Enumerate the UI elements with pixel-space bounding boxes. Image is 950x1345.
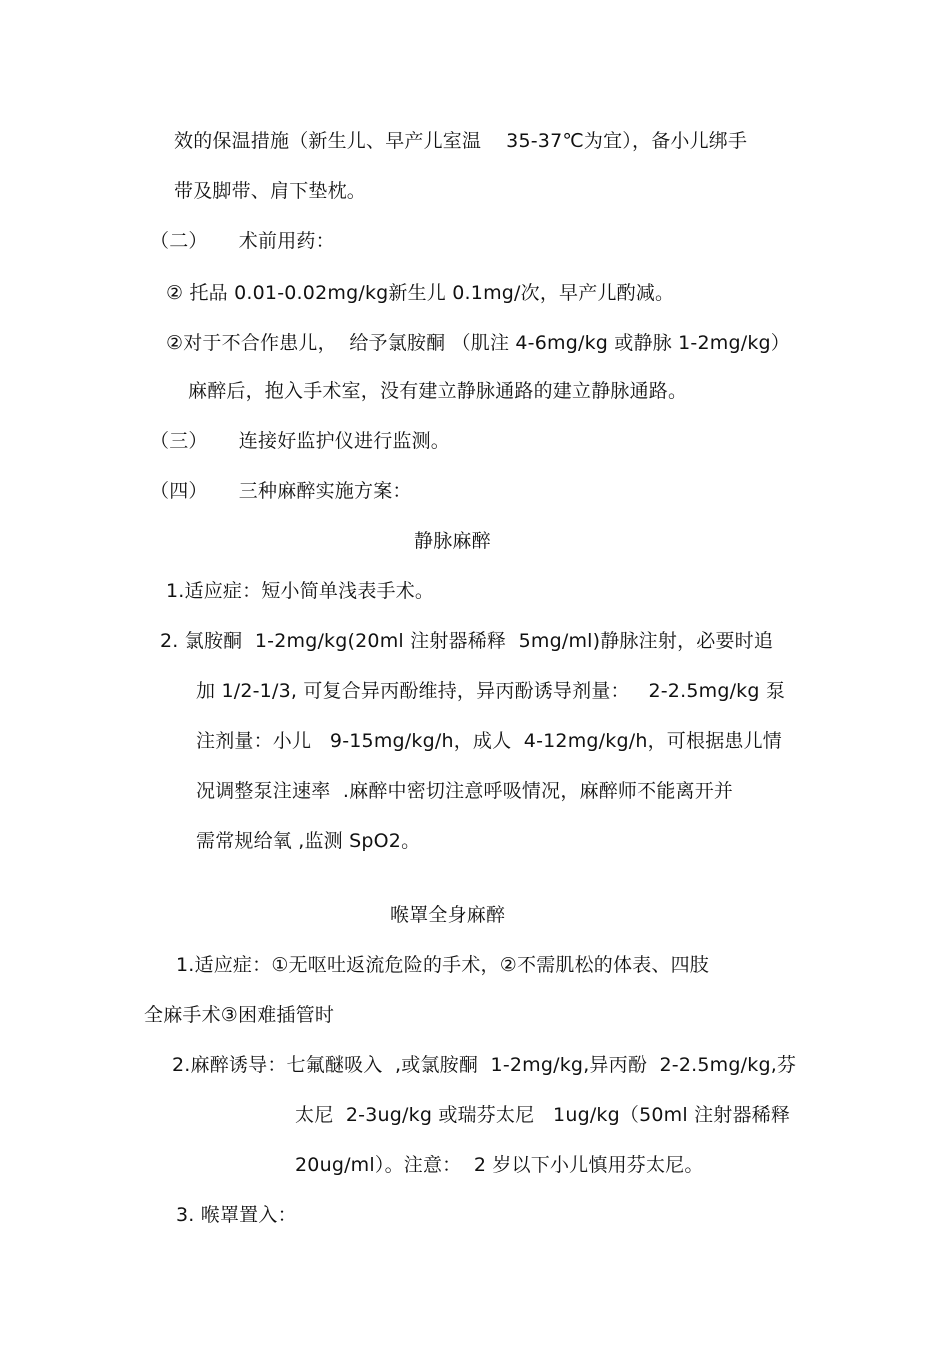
paragraph-line: 带及脚带、肩下垫枕。 [174, 180, 367, 202]
paragraph-line: 1.适应症：短小简单浅表手术。 [166, 580, 435, 602]
paragraph-line: 需常规给氧 ,监测 SpO2。 [196, 830, 421, 852]
paragraph-line: 3. 喉罩置入： [176, 1204, 297, 1226]
paragraph-line: 加 1/2-1/3, 可复合异丙酚维持，异丙酚诱导剂量： 2-2.5mg/kg 泵 [196, 680, 786, 702]
paragraph-line: 注剂量：小儿 9-15mg/kg/h，成人 4-12mg/kg/h，可根据患儿情 [196, 730, 782, 752]
paragraph-line: 麻醉后，抱入手术室，没有建立静脉通路的建立静脉通路。 [188, 380, 688, 402]
subsection-title: 静脉麻醉 [414, 530, 491, 552]
paragraph-line: 20ug/ml）。注意： 2 岁以下小儿慎用芬太尼。 [295, 1154, 704, 1176]
paragraph-line: 太尼 2-3ug/kg 或瑞芬太尼 1ug/kg（50ml 注射器稀释 [295, 1104, 791, 1126]
paragraph-line: 2. 氯胺酮 1-2mg/kg(20ml 注射器稀释 5mg/ml)静脉注射，必要时追 [160, 630, 774, 652]
subsection-title: 喉罩全身麻醉 [390, 904, 506, 926]
section-heading: （三） 连接好监护仪进行监测。 [150, 430, 450, 452]
paragraph-line: 效的保温措施（新生儿、早产儿室温 35-37℃为宜），备小儿绑手 [174, 130, 748, 152]
paragraph-line: 2.麻醉诱导：七氟醚吸入 ,或氯胺酮 1-2mg/kg,异丙酚 2-2.5mg/kg,芬 [172, 1054, 797, 1076]
paragraph-line: ②对于不合作患儿， 给予氯胺酮 （肌注 4-6mg/kg 或静脉 1-2mg/kg） [166, 332, 791, 354]
paragraph-line: 1.适应症：①无呕吐返流危险的手术，②不需肌松的体表、四肢 [176, 954, 709, 976]
section-heading: （二） 术前用药： [150, 230, 335, 252]
paragraph-line: 况调整泵注速率 .麻醉中密切注意呼吸情况，麻醉师不能离开并 [196, 780, 734, 802]
paragraph-line: ② 托品 0.01-0.02mg/kg新生儿 0.1mg/次，早产儿酌减。 [166, 282, 675, 304]
section-heading: （四） 三种麻醉实施方案： [150, 480, 412, 502]
paragraph-line: 全麻手术③困难插管时 [144, 1004, 335, 1026]
